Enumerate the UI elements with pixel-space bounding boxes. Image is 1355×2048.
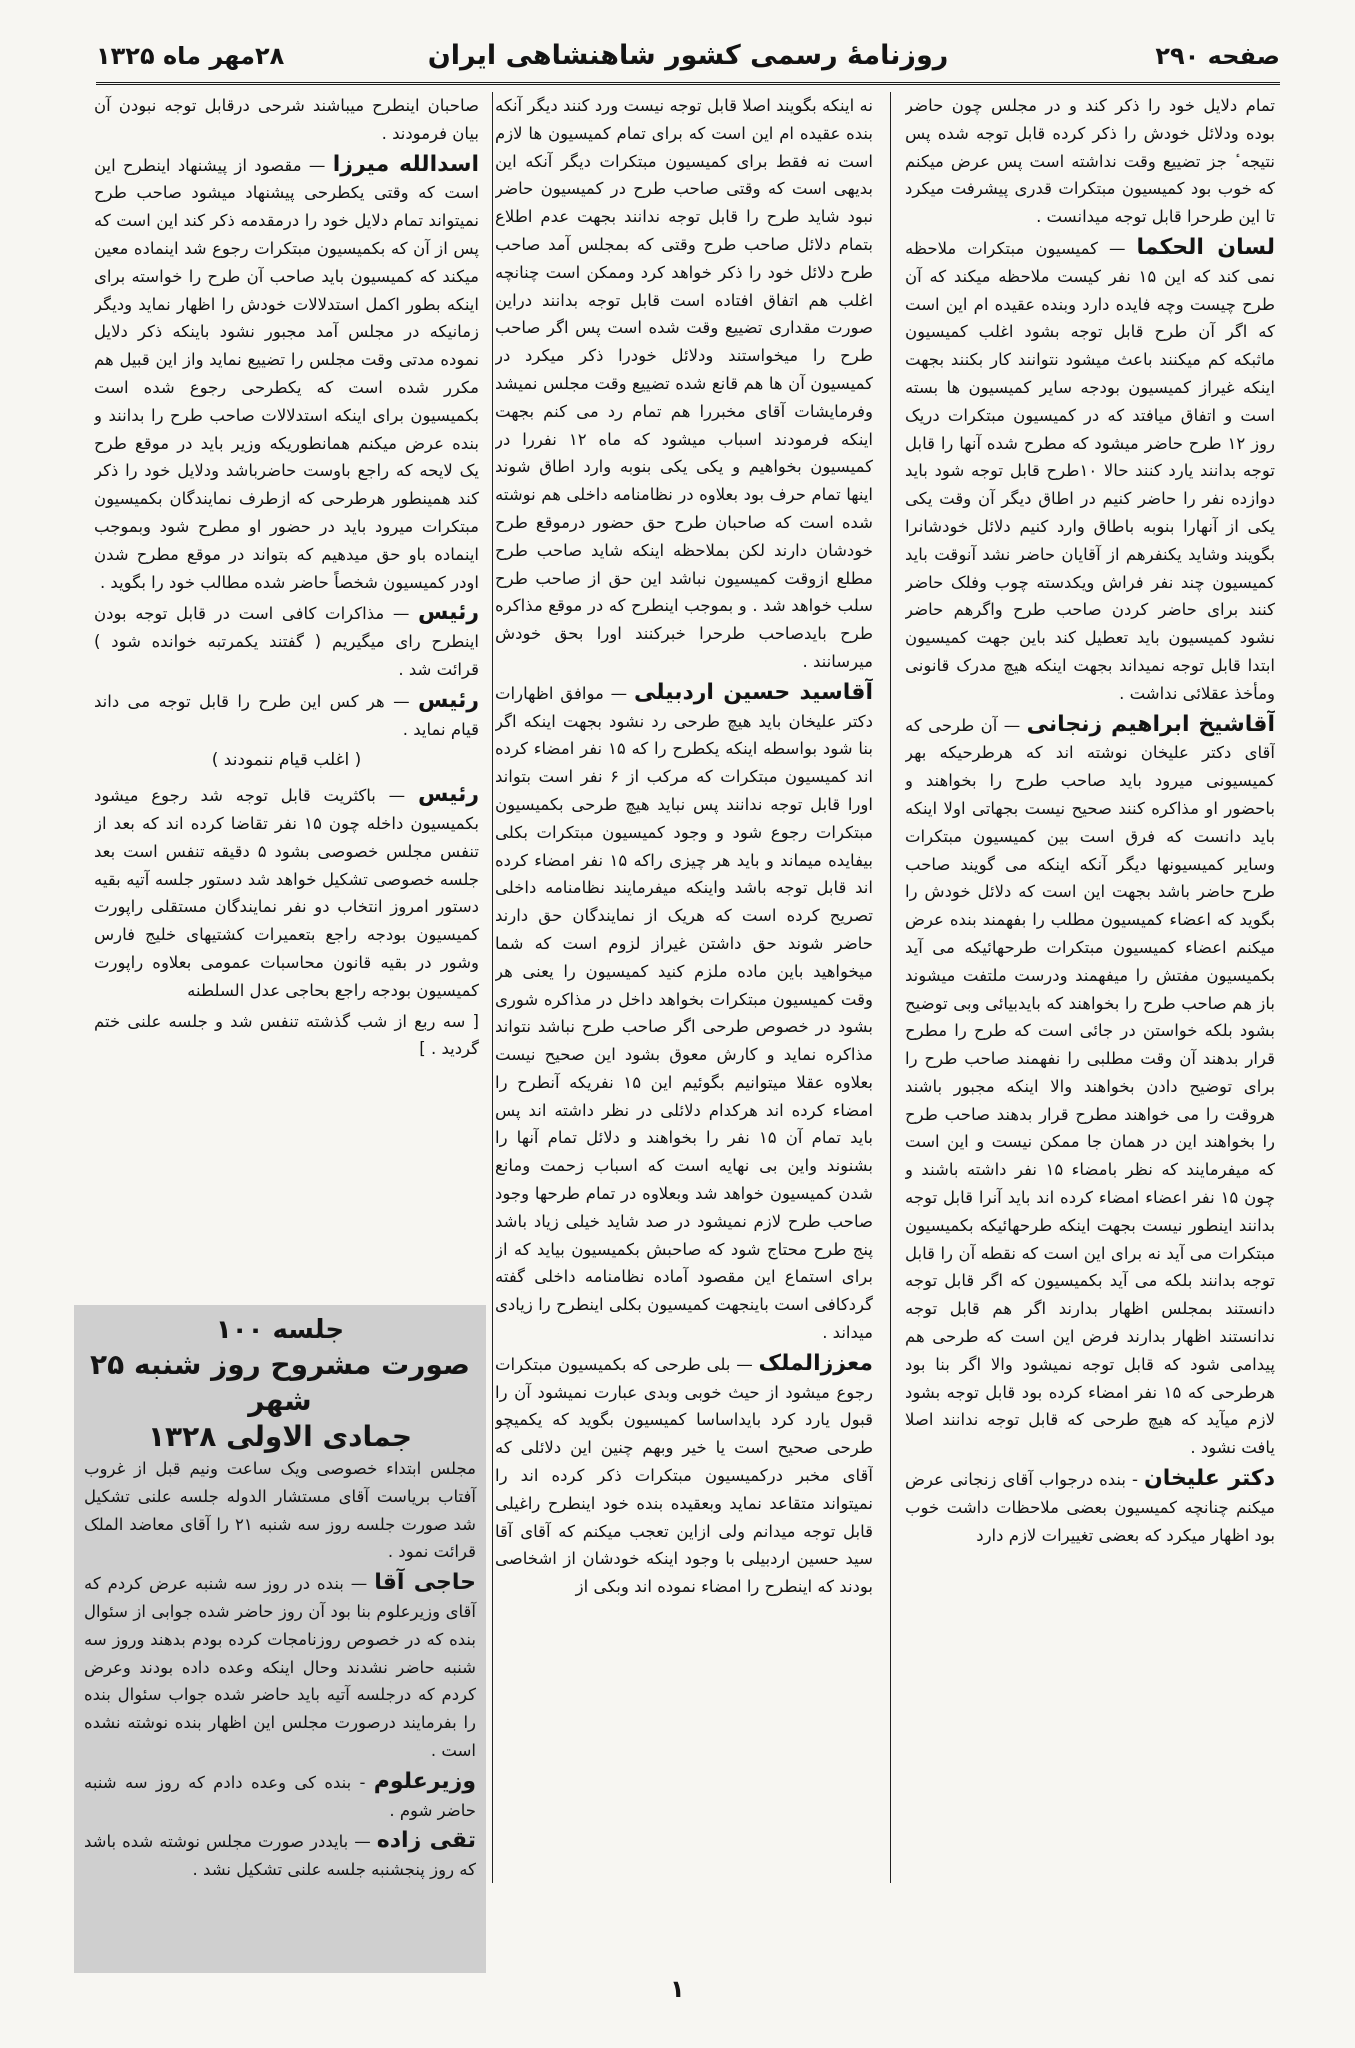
text-paragraph: [ سه ربع از شب گذشته تنفس شد و جلسه علنی ختم گردید . ] xyxy=(94,1011,479,1059)
speaker-name: اسدالله میرزا xyxy=(332,151,479,177)
speaker-name: حاجی آقا xyxy=(374,1570,476,1596)
speech-text: — بلی طرحی که بکمیسیون مبتکرات رجوع میشود از حیث خوبی وبدی عبارت نمیشود آن را قبول یارد کرد بایداساسا کمیسیون بگوید که یکمیچو طرحی صحیح است یا خیر وبهم چنین این دلائلی که آقای مخبر درکمیسیون مبتکرات ذکر کرده اند را نمیتواند متقاعد نماید وبعقیده بنده خود اینطرح راغیلی قابل توجه میدانم ولی ازاین تعجب میکنم که آقای آقا سید حسین اردبیلی با وجود اینکه خودشان از اشخاصی بودند که اینطرح را امضاء نموده اند وبکی از xyxy=(495,1354,873,1597)
text-paragraph: صاحبان اینطرح میباشند شرحی درقابل توجه نبودن آن بیان فرمودند . xyxy=(94,96,479,143)
session-heading: صورت مشروح روز شنبه ۲۵ شهر xyxy=(90,1348,470,1417)
session-date: جمادی الاولی ۱۳۲۸ xyxy=(147,1420,413,1453)
speaker-name: آقاسید حسین اردبیلی xyxy=(634,679,873,705)
speaker-name: وزیرعلوم xyxy=(373,1768,477,1794)
column-right xyxy=(905,92,1275,1858)
speech-text: — موافق اظهارات دکتر علیخان باید هیچ طرحی رد نشود بجهت اینکه اگر بنا شود بواسطه اینکه یکطرح را که ۱۵ نفر امضاء کرده اند کمیسیون مبتکرات که مرکب از ۶ نفر است بتواند اورا قابل توجه ندانند پس نباید هیچ طرحی بکمیسیون مبتکرات رجوع شود و وجود کمیسیون مبتکرات بکلی بیفایده میماند و باید هر چیزی راکه ۱۵ نفر امضاء کرده اند قابل توجه باشد واینکه میفرمایند نظامنامه داخلی تصریح کرده است که هریک از نمایندگان حق دارند حاضر شوند حق داشتن غیراز لزوم است که شما میخواهید باین ماده ملزم کنید کمیسیون را یعنی هر وقت کمیسیون مبتکرات بخواهد داخل در مذاکره شوری بشود در خصوص طرحی اگر صاحب طرح نباشد نتواند مذاکره نماید و کارش معوق بشود این صحیح نیست بعلاوه عقلا میتوانیم بگوئیم این ۱۵ نفریکه آنطرح را امضاء کرده اند هرکدام دلائلی در نظر داشته اند پس باید تمام آن ۱۵ نفر را بخواهند و دلائل تمام آنها را بشنوند واین بی نهایه است که اسباب زحمت ومانع شدن کمیسیون خواهد شد وبعلاوه در تمام طرحها وجود صاحب طرح لازم نمیشود در صد شاید خیلی زیاد باشد پنج طرح محتاج شود که صاحبش بکمیسیون بیاید که از برای استماع این مقصود آماده نظامنامه داخلی گفته گردکافی است باینجهت کمیسیون بکلی اینطرح را زیادی میداند . xyxy=(495,683,873,1343)
speaker-name: رئیس xyxy=(417,782,479,808)
speaker-paragraph xyxy=(94,687,479,744)
column-divider xyxy=(492,92,493,1883)
speaker-name: لسان الحکما xyxy=(1136,234,1275,260)
speaker-name: تقی زاده xyxy=(376,1828,477,1854)
speech-text: - بنده کی وعده دادم که روز سه شنبه حاضر شوم . xyxy=(84,1772,476,1820)
speaker-paragraph xyxy=(94,781,479,1004)
speaker-name: معززالملک xyxy=(758,1350,873,1376)
speaker-name: رئیس xyxy=(417,687,479,713)
speech-text: — بایددر صورت مجلس نوشته شده باشد که روز پنجشنبه جلسه علنی تشکیل نشد . xyxy=(84,1832,476,1880)
speech-text: — هر کس این طرح را قابل توجه می داند قیام نماید . xyxy=(94,691,479,739)
session-speaker-paragraph xyxy=(84,1569,476,1765)
issue-date: ۲۸مهر ماه ۱۳۲۵ xyxy=(96,42,285,70)
speech-text: - بنده درجواب آقای زنجانی عرض میکنم چنانچه کمیسیون بعضی ملاحظات داشت خوب بود اظهار میکرد که بعضی تغییرات لازم دارد xyxy=(905,1470,1275,1545)
speech-text: — کمیسیون مبتکرات ملاحظه نمی کند که این ۱۵ نفر کیست ملاحظه میکند که آن طرح چیست وچه فایده دارد وبنده عقیده ام این است که اگر آن طرح قابل توجه بشود اغلب کمیسیون ماثبکه کم میکنند باعث میشود نتوانند کار بکنند بجهت اینکه غیراز کمیسیون بودجه سایر کمیسیون ها بسته است و اتفاق میافتد که در کمیسیون مبتکرات دریک روز ۱۲ طرح حاضر میشود که مطرح شده آنها را قابل توجه بدانند یارد کنند حالا ۱۰طرح قابل توجه شود باید دوازده نفر را حاضر کنیم در اطاق دیگر آن وقت یکی یکی از آنهارا بنوبه باطاق وارد کنیم دلائل خودشانرا بگویند وشاید یکنفرهم از آقایان حاضر نشد آنوقت باید کمیسیون چند نفر فراش ویکدسته چوب وفلک حاضر کنند برای حاضر کردن صاحب طرح واگرهم حاضر نشود کمیسیون باید تعطیل کند باین جهت کمیسیون ابتدا قابل توجه نمیداند بجهت اینکه هیچ مدرک قانونی ومأخذ عقلائی نداشت . xyxy=(905,238,1275,703)
speech-text: — آن طرحی که آقای دکتر علیخان نوشته اند که هرطرحیکه بهر کمیسیونی میرود باید صاحب طرح را بخواهند و باحضور او مذاکره کنند صحیح نیست بجهاتی اولا اینکه باید دانست که فرق است بین کمیسیون مبتکرات وسایر کمیسیونها دیگر آنکه اینکه می گویند صاحب طرح حاضر باشد بجهت این است که دلائل خودش را بگوید که اعضاء کمیسیون مطلب را بفهمند بنده عرض میکنم اعضاء کمیسیون مبتکرات طرحهائیکه می آید بکمیسیون مفتش را میفهمند ودرست ملتفت میشوند باز هم صاحب طرح را بخواهند که بایدبیائی وبی توضیح بشود بلکه خواستن در جائی است که طرح را مطرح قرار بدهند آن وقت مطلبی را نفهمند صاحب طرح را برای توضیح دادن بخواهند والا اینکه مجبور باشند هروقت را می خواهند مطرح قرار بدهند صاحب طرح را بخواهند این در همان جا ممکن نیست و این است که میفرمایند که نظر بامضاء ۱۵ نفر داشته باشند و چون ۱۵ نفر اعضاء امضاء کرده اند باید آنرا قابل توجه بدانند اینطور نیست بجهت اینکه طرحهائیکه بکمیسیون مبتکرات می آید نه برای این است که نقطه آن را قابل توجه بدانند بلکه می آید بکمیسیون که اگر قابل توجه دانستند بمجلس اظهار بدارند اگر هم قابل توجه ندانستند اظهار بدارند فرض این است که طرحی هم پیدامی شود که قابل توجه نمیشود والا اگر بنا بود هرطرحی که ۱۵ نفر امضاء کرده بود قابل توجه بشود لازم میآید که هیچ طرحی که قابل توجه ندانند اصلا یافت نشود . xyxy=(905,715,1275,1458)
session-speaker-paragraph xyxy=(84,1768,476,1825)
column-middle xyxy=(495,92,873,1858)
speaker-paragraph xyxy=(495,679,873,1347)
speaker-name: رئیس xyxy=(417,600,479,626)
speaker-paragraph xyxy=(94,599,479,683)
speaker-paragraph xyxy=(94,151,479,597)
speaker-name: دکتر علیخان xyxy=(1143,1466,1275,1492)
text-paragraph: نه اینکه بگویند اصلا قابل توجه نیست ورد کنند دیگر آنکه بنده عقیده ام این است که برای تمام کمیسیون ها لازم است نه فقط برای کمیسیون مبتکرات دیگر آنکه این بدیهی است که وقتی صاحب طرح در کمیسیون حاضر نبود شاید طرح را قابل توجه ندانند بجهت عدم اطلاع بتمام دلائل صاحب طرح وقتی که بمجلس آمد صاحب طرح دلائل خود را ذکر خواهد کرد وممکن است چنانچه اغلب هم اتفاق افتاده است قابل توجه بدانند دراین صورت مقداری تضییع وقت شده است پس اگر صاحب طرح را میخواستند ودلائل خودرا ذکر میکرد در کمیسیون آن ها هم قانع شده تضییع وقت مجلس نمیشد وفرمایشات آقای مخبررا هم تمام رد می کنم بجهت اینکه فرمودند اسباب میشود که ماه ۱۲ نفررا در کمیسیون بخواهیم و یکی یکی بنوبه وارد اطاق شوند اینها تمام حرف بود بعلاوه در نظامنامه داخلی هم نوشته شده است که صاحبان طرح حق حضور درموقع طرح خودشان دارند لکن بملاحظه اینکه شاید صاحب طرح مطلع ازوقت کمیسیون نباشد این حق از صاحب طرح سلب خواهد شد . و بموجب اینطرح که در موقع مذاکره طرح بایدصاحب طرحرا خبرکنند اورا بحق خودش میرسانند . xyxy=(495,96,873,671)
page-label: صفحه ۲۹۰ xyxy=(1155,42,1280,70)
speaker-paragraph xyxy=(905,1465,1275,1549)
page-header xyxy=(96,36,1280,85)
speech-text: — بنده در روز سه شنبه عرض کردم که آقای وزیرعلوم بنا بود آن روز حاضر شده جوابی از سئوال بنده که در خصوص روزنامجات کرده بودم بدهند وروز سه شنبه حاضر نشدند وحال اینکه وعده داده بودند وعرض کردم که درجلسه آتیه باید حاضر شده جواب سئوال بنده را بفرمایند درصورت مجلس این اظهار بنده نوشته نشده است . xyxy=(84,1574,476,1760)
session-number: جلسه ۱۰۰ xyxy=(215,1315,345,1345)
speaker-paragraph xyxy=(905,711,1275,1463)
speech-text: — مقصود از پیشنهاد اینطرح این است که وقتی یکطرحی پیشنهاد میشود صاحب طرح نمیتواند تمام دلایل خود را درمقدمه ذکر کند این است که پس از آن که بکمیسیون مبتکرات رجوع شد اینماده معین میکند که کمیسیون باید صاحب آن طرح را خواسته برای اینکه بطور اکمل استدلالات خودش را اظهار نماید ودیگر زمانیکه در مجلس آمد مجبور نشود باینکه ذکر دلایل نموده مدتی وقت مجلس را تضییع نماید واز این قبیل هم مکرر شده است که یکطرحی رجوع شده است بکمیسیون برای اینکه استدلالات صاحب طرح را بدانند و بنده عرض میکنم همانطوریکه وزیر باید در موقع طرح یک لایحه که راجع باوست حاضرباشد ودلایل خود را ذکر کند همینطور هرطرحی که ازطرف نمایندگان بکمیسیون مبتکرات میرود باید در حضور او مطرح شود وبموجب اینماده باو حق میدهیم که بتواند در موقع مطرح شدن اودر کمیسیون شخصاً حاضر شده مطالب خود را بگوید . xyxy=(94,155,479,592)
procedural-note: ( اغلب قیام ننمودند ) xyxy=(211,750,362,771)
text-paragraph: تمام دلایل خود را ذکر کند و در مجلس چون حاضر بوده ودلائل خودش را ذکر کرده قابل توجه شده پس نتیجه ٔ جز تضییع وقت نداشته است پس عرض میکنم که خوب بود کمیسیون مبتکرات قدری پیشرفت میکرد تا این طرحرا قابل توجه میدانست . xyxy=(905,96,1275,227)
speaker-paragraph xyxy=(495,1350,873,1601)
session-entries xyxy=(84,1569,476,1884)
column-divider xyxy=(890,92,891,1883)
session-speaker-paragraph xyxy=(84,1827,476,1884)
speech-text: — باکثریت قابل توجه شد رجوع میشود بکمیسیون داخله چون ۱۵ نفر تقاضا کرده اند که بعد از تنفس مجلس خصوصی بشود ۵ دقیقه تنفس است بعد جلسه خصوصی تشکیل خواهد شد دستور جلسه آتیه بقیه دستور امروز انتخاب دو نفر نمایندگان مستقلی راپورت کمیسیون بودجه راجع بتعمیرات کشتیهای خلیج فارس وشور در بقیه قانون محاسبات عمومی بعلاوه راپورت کمیسیون بودجه راجع بحاجی عدل السلطنه xyxy=(94,786,479,1000)
session-100-box xyxy=(74,1305,486,1973)
speech-text: — مذاکرات کافی است در قابل توجه بودن اینطرح رای میگیریم ( گفتند یکمرتبه خوانده شود ) قرائت شد . xyxy=(94,604,479,679)
speaker-name: آقاشیخ ابراهیم زنجانی xyxy=(1026,711,1275,737)
newspaper-title: روزنامهٔ رسمی کشور شاهنشاهی ایران xyxy=(427,40,949,71)
session-intro: مجلس ابتداء خصوصی ویک ساعت ونیم قبل از غروب آفتاب بریاست آقای مستشار الدوله جلسه علنی تشکیل شد صورت جلسه روز سه شنبه ۲۱ را آقای معاضد الملک قرائت نمود . xyxy=(84,1459,476,1562)
page-number: ۱ xyxy=(670,1975,685,2003)
speaker-paragraph xyxy=(905,234,1275,708)
